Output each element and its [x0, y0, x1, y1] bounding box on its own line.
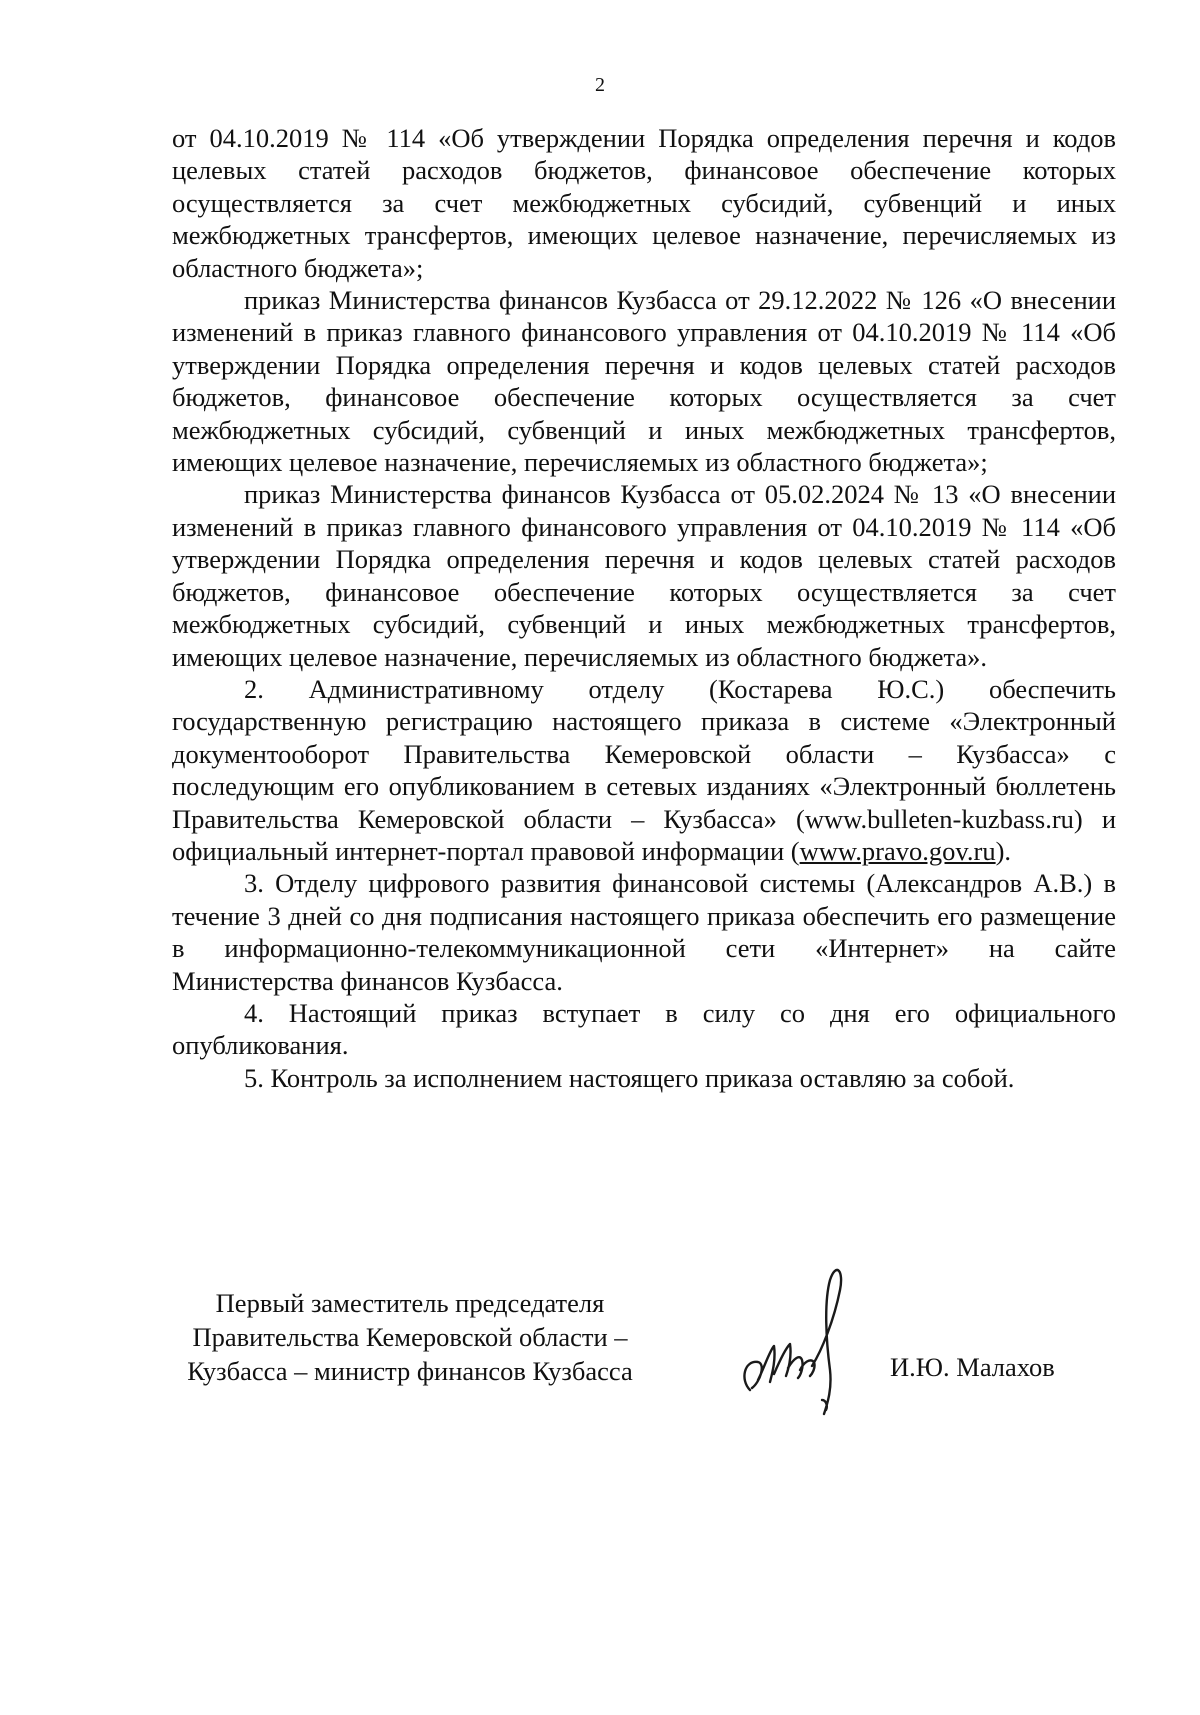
position-line: Кузбасса – министр финансов Кузбасса — [187, 1356, 633, 1386]
position-line: Правительства Кемеровской области – — [192, 1322, 628, 1352]
paragraph-item-3 — [172, 867, 1116, 997]
paragraph-text: 2. Административному отделу (Костарева Ю.С.) обеспечить государственную регистрацию настоящего приказа в системе «Электронный документооборот Правительства Кемеровской области – Кузбасса» с последующим его опубликованием в сетевых изданиях «Электронный бюллетень Правительства Кемеровской области – Кузбасса» (www.bulleten-kuzbass.ru) и официальный интернет-портал правовой информации ( — [172, 673, 1116, 866]
pravo-link[interactable]: www.pravo.gov.ru — [799, 835, 996, 866]
paragraph-order-2024 — [172, 478, 1116, 672]
paragraph-text: 4. Настоящий приказ вступает в силу со дня его официального опубликования. — [172, 997, 1116, 1061]
paragraph-text: 5. Контроль за исполнением настоящего приказа оставляю за собой. — [244, 1062, 1015, 1093]
paragraph-text: приказ Министерства финансов Кузбасса от 05.02.2024 № 13 «О внесении изменений в приказ главного финансового управления от 04.10.2019 № 114 «Об утверждении Порядка определения перечня и кодов целевых статей расходов бюджетов, финансовое обеспечение которых осуществляется за счет межбюджетных субсидий, субвенций и иных межбюджетных трансфертов, имеющих целевое назначение, перечисляемых из областного бюджета». — [172, 479, 1116, 672]
paragraph-item-5 — [172, 1062, 1116, 1094]
handwritten-signature — [730, 1250, 900, 1420]
signer-name: И.Ю. Малахов — [890, 1352, 1055, 1382]
paragraph-order-2022 — [172, 284, 1116, 478]
paragraph-text: приказ Министерства финансов Кузбасса от 29.12.2022 № 126 «О внесении изменений в приказ главного финансового управления от 04.10.2019 № 114 «Об утверждении Порядка определения перечня и кодов целевых статей расходов бюджетов, финансовое обеспечение которых осуществляется за счет межбюджетных субсидий, субвенций и иных межбюджетных трансфертов, имеющих целевое назначение, перечисляемых из областного бюджета»; — [172, 285, 1116, 478]
paragraph-text-end: ). — [995, 835, 1012, 866]
paragraph-item-4 — [172, 997, 1116, 1062]
paragraph-list-continuation — [172, 122, 1116, 284]
signatory-position — [150, 1286, 670, 1388]
paragraph-text: от 04.10.2019 № 114 «Об утверждении Порядка определения перечня и кодов целевых статей расходов бюджетов, финансовое обеспечение которых осуществляется за счет межбюджетных субсидий, субвенций и иных межбюджетных трансфертов, имеющих целевое назначение, перечисляемых из областного бюджета»; — [172, 123, 1116, 283]
page-number: 2 — [595, 74, 605, 96]
paragraph-item-2 — [172, 673, 1116, 867]
paragraph-text: 3. Отделу цифрового развития финансовой системы (Александров А.В.) в течение 3 дней со дня подписания настоящего приказа обеспечить его размещение в информационно-телекоммуникационной сети «Интернет» на сайте Министерства финансов Кузбасса. — [172, 868, 1116, 996]
document-body — [172, 122, 1116, 1094]
position-line: Первый заместитель председателя — [215, 1288, 605, 1318]
